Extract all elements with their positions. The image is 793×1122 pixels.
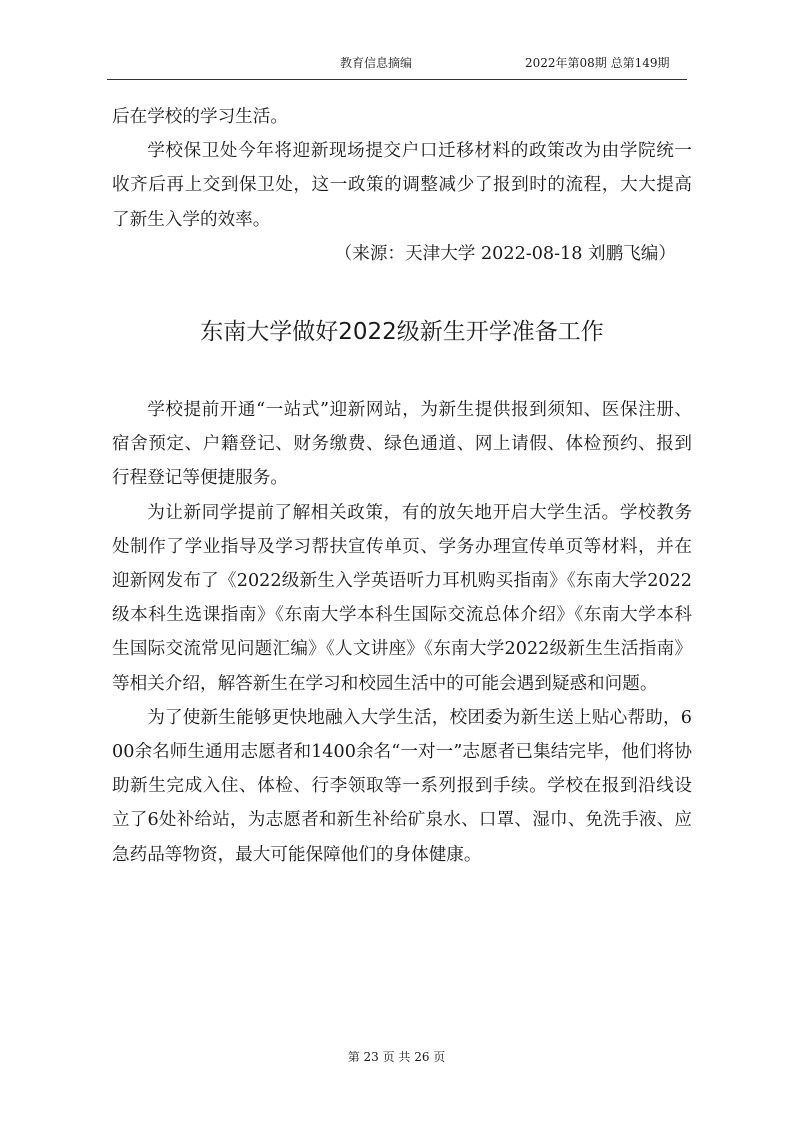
issue-number: 2022年第08期 总第149期 [525, 56, 670, 70]
paragraph: 为让新同学提前了解相关政策，有的放矢地开启大学生活。学校教务处制作了学业指导及学习帮扶宣传单页、学务办理宣传单页等材料，并在迎新网发布了《2022级新生入学英语听力耳机购买指南》《东南大学2022级本科生选课指南》《东南大学本科生国际交流总体介绍》《东南大学本科生国际交流常见问题汇编》《人文讲座》《东南大学2022级新生生活指南》等相关介绍，解答新生在学习和校园生活中的可能会遇到疑惑和问题。 [112, 502, 692, 694]
paragraph: 学校提前开通“一站式”迎新网站，为新生提供报到须知、医保注册、宿舍预定、户籍登记、财务缴费、绿色通道、网上请假、体检预约、报到行程登记等便捷服务。 [112, 400, 692, 489]
paragraph-continuation: 后在学校的学习生活。 [112, 107, 288, 127]
header-divider [107, 79, 687, 80]
article-source: （来源：天津大学 2022-08-18 刘鹏飞编） [334, 243, 676, 264]
paragraph: 为了使新生能够更快地融入大学生活，校团委为新生送上贴心帮助，600余名师生通用志愿者和1400余名“一对一”志愿者已集结完毕，他们将协助新生完成入住、体检、行李领取等一系列报到手续。学校在报到沿线设立了6处补给站，为志愿者和新生补给矿泉水、口罩、湿巾、免洗手液、应急药品等物资，最大可能保障他们的身体健康。 [112, 707, 692, 865]
page-body [112, 100, 692, 872]
publication-name: 教育信息摘编 [340, 56, 413, 70]
page-number: 第 23 页 共 26 页 [347, 1050, 446, 1064]
paragraph: 学校保卫处今年将迎新现场提交户口迁移材料的政策改为由学院统一收齐后再上交到保卫处，这一政策的调整减少了报到时的流程，大大提高了新生入学的效率。 [112, 141, 692, 230]
article-title: 东南大学做好2022级新生开学准备工作 [200, 319, 604, 346]
page-header [0, 54, 793, 72]
